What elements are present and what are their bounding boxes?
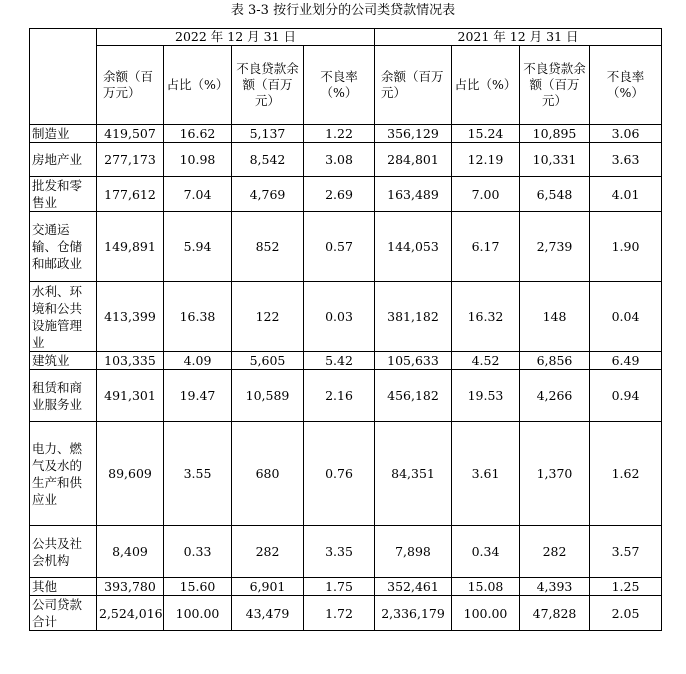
value-cell: 122 xyxy=(232,282,304,352)
col-header-balance: 余额（百万元） xyxy=(97,46,164,125)
value-cell: 0.03 xyxy=(304,282,375,352)
value-cell: 7,898 xyxy=(375,526,452,578)
table-row xyxy=(30,596,662,631)
value-cell: 5.42 xyxy=(304,352,375,370)
value-cell: 4.09 xyxy=(164,352,232,370)
value-cell: 0.33 xyxy=(164,526,232,578)
table-row xyxy=(30,352,662,370)
value-cell: 148 xyxy=(520,282,590,352)
value-cell: 0.57 xyxy=(304,212,375,282)
value-cell: 5.94 xyxy=(164,212,232,282)
group-header-2022: 2022 年 12 月 31 日 xyxy=(97,29,375,46)
value-cell: 2,524,016 xyxy=(97,596,164,631)
value-cell: 0.34 xyxy=(452,526,520,578)
value-cell: 100.00 xyxy=(164,596,232,631)
table-row xyxy=(30,526,662,578)
value-cell: 3.63 xyxy=(590,143,662,177)
industry-cell: 租赁和商业服务业 xyxy=(30,370,97,422)
value-cell: 1.75 xyxy=(304,578,375,596)
value-cell: 3.35 xyxy=(304,526,375,578)
value-cell: 4,266 xyxy=(520,370,590,422)
value-cell: 8,409 xyxy=(97,526,164,578)
value-cell: 3.06 xyxy=(590,125,662,143)
table-row xyxy=(30,578,662,596)
value-cell: 105,633 xyxy=(375,352,452,370)
value-cell: 3.61 xyxy=(452,422,520,526)
value-cell: 6,901 xyxy=(232,578,304,596)
value-cell: 149,891 xyxy=(97,212,164,282)
value-cell: 10.98 xyxy=(164,143,232,177)
value-cell: 6.17 xyxy=(452,212,520,282)
industry-cell: 交通运输、仓储和邮政业 xyxy=(30,212,97,282)
value-cell: 10,895 xyxy=(520,125,590,143)
value-cell: 356,129 xyxy=(375,125,452,143)
industry-cell: 房地产业 xyxy=(30,143,97,177)
col-header-npl-balance: 不良贷款余额（百万元） xyxy=(520,46,590,125)
value-cell: 277,173 xyxy=(97,143,164,177)
col-header-npl-ratio: 不良率（%） xyxy=(304,46,375,125)
value-cell: 0.94 xyxy=(590,370,662,422)
value-cell: 15.60 xyxy=(164,578,232,596)
table-row xyxy=(30,177,662,212)
value-cell: 43,479 xyxy=(232,596,304,631)
table-row xyxy=(30,125,662,143)
value-cell: 10,589 xyxy=(232,370,304,422)
industry-cell: 公共及社会机构 xyxy=(30,526,97,578)
value-cell: 3.57 xyxy=(590,526,662,578)
value-cell: 2.05 xyxy=(590,596,662,631)
value-cell: 163,489 xyxy=(375,177,452,212)
value-cell: 5,605 xyxy=(232,352,304,370)
col-header-balance: 余额（百万元） xyxy=(375,46,452,125)
value-cell: 282 xyxy=(520,526,590,578)
value-cell: 4.01 xyxy=(590,177,662,212)
value-cell: 177,612 xyxy=(97,177,164,212)
value-cell: 8,542 xyxy=(232,143,304,177)
col-header-npl-ratio: 不良率（%） xyxy=(590,46,662,125)
col-header-share: 占比（%） xyxy=(452,46,520,125)
value-cell: 6,856 xyxy=(520,352,590,370)
group-header-2021: 2021 年 12 月 31 日 xyxy=(375,29,662,46)
value-cell: 3.08 xyxy=(304,143,375,177)
value-cell: 1.22 xyxy=(304,125,375,143)
value-cell: 4,769 xyxy=(232,177,304,212)
corner-cell xyxy=(30,29,97,125)
industry-cell: 公司贷款合计 xyxy=(30,596,97,631)
value-cell: 3.55 xyxy=(164,422,232,526)
industry-cell: 批发和零售业 xyxy=(30,177,97,212)
value-cell: 10,331 xyxy=(520,143,590,177)
value-cell: 419,507 xyxy=(97,125,164,143)
value-cell: 4.52 xyxy=(452,352,520,370)
value-cell: 1,370 xyxy=(520,422,590,526)
value-cell: 1.62 xyxy=(590,422,662,526)
value-cell: 19.47 xyxy=(164,370,232,422)
value-cell: 47,828 xyxy=(520,596,590,631)
industry-cell: 电力、燃气及水的生产和供应业 xyxy=(30,422,97,526)
table-row xyxy=(30,370,662,422)
value-cell: 5,137 xyxy=(232,125,304,143)
table-row xyxy=(30,422,662,526)
value-cell: 2,336,179 xyxy=(375,596,452,631)
value-cell: 680 xyxy=(232,422,304,526)
value-cell: 6,548 xyxy=(520,177,590,212)
value-cell: 103,335 xyxy=(97,352,164,370)
value-cell: 19.53 xyxy=(452,370,520,422)
value-cell: 381,182 xyxy=(375,282,452,352)
value-cell: 2,739 xyxy=(520,212,590,282)
value-cell: 7.04 xyxy=(164,177,232,212)
value-cell: 100.00 xyxy=(452,596,520,631)
value-cell: 282 xyxy=(232,526,304,578)
table-row xyxy=(30,212,662,282)
industry-cell: 制造业 xyxy=(30,125,97,143)
value-cell: 393,780 xyxy=(97,578,164,596)
table-row xyxy=(30,143,662,177)
value-cell: 15.08 xyxy=(452,578,520,596)
value-cell: 2.69 xyxy=(304,177,375,212)
value-cell: 0.76 xyxy=(304,422,375,526)
value-cell: 6.49 xyxy=(590,352,662,370)
table-row xyxy=(30,282,662,352)
value-cell: 1.72 xyxy=(304,596,375,631)
col-header-share: 占比（%） xyxy=(164,46,232,125)
value-cell: 16.38 xyxy=(164,282,232,352)
value-cell: 12.19 xyxy=(452,143,520,177)
col-header-npl-balance: 不良贷款余额（百万元） xyxy=(232,46,304,125)
value-cell: 2.16 xyxy=(304,370,375,422)
value-cell: 413,399 xyxy=(97,282,164,352)
value-cell: 1.90 xyxy=(590,212,662,282)
value-cell: 15.24 xyxy=(452,125,520,143)
value-cell: 1.25 xyxy=(590,578,662,596)
industry-loan-table xyxy=(29,28,662,631)
industry-cell: 其他 xyxy=(30,578,97,596)
industry-cell: 水利、环境和公共设施管理业 xyxy=(30,282,97,352)
value-cell: 16.62 xyxy=(164,125,232,143)
value-cell: 456,182 xyxy=(375,370,452,422)
value-cell: 4,393 xyxy=(520,578,590,596)
table-caption: 表 3-3 按行业划分的公司类贷款情况表 xyxy=(230,3,456,18)
value-cell: 352,461 xyxy=(375,578,452,596)
value-cell: 284,801 xyxy=(375,143,452,177)
value-cell: 84,351 xyxy=(375,422,452,526)
value-cell: 491,301 xyxy=(97,370,164,422)
value-cell: 144,053 xyxy=(375,212,452,282)
value-cell: 89,609 xyxy=(97,422,164,526)
industry-cell: 建筑业 xyxy=(30,352,97,370)
value-cell: 852 xyxy=(232,212,304,282)
value-cell: 16.32 xyxy=(452,282,520,352)
value-cell: 7.00 xyxy=(452,177,520,212)
value-cell: 0.04 xyxy=(590,282,662,352)
